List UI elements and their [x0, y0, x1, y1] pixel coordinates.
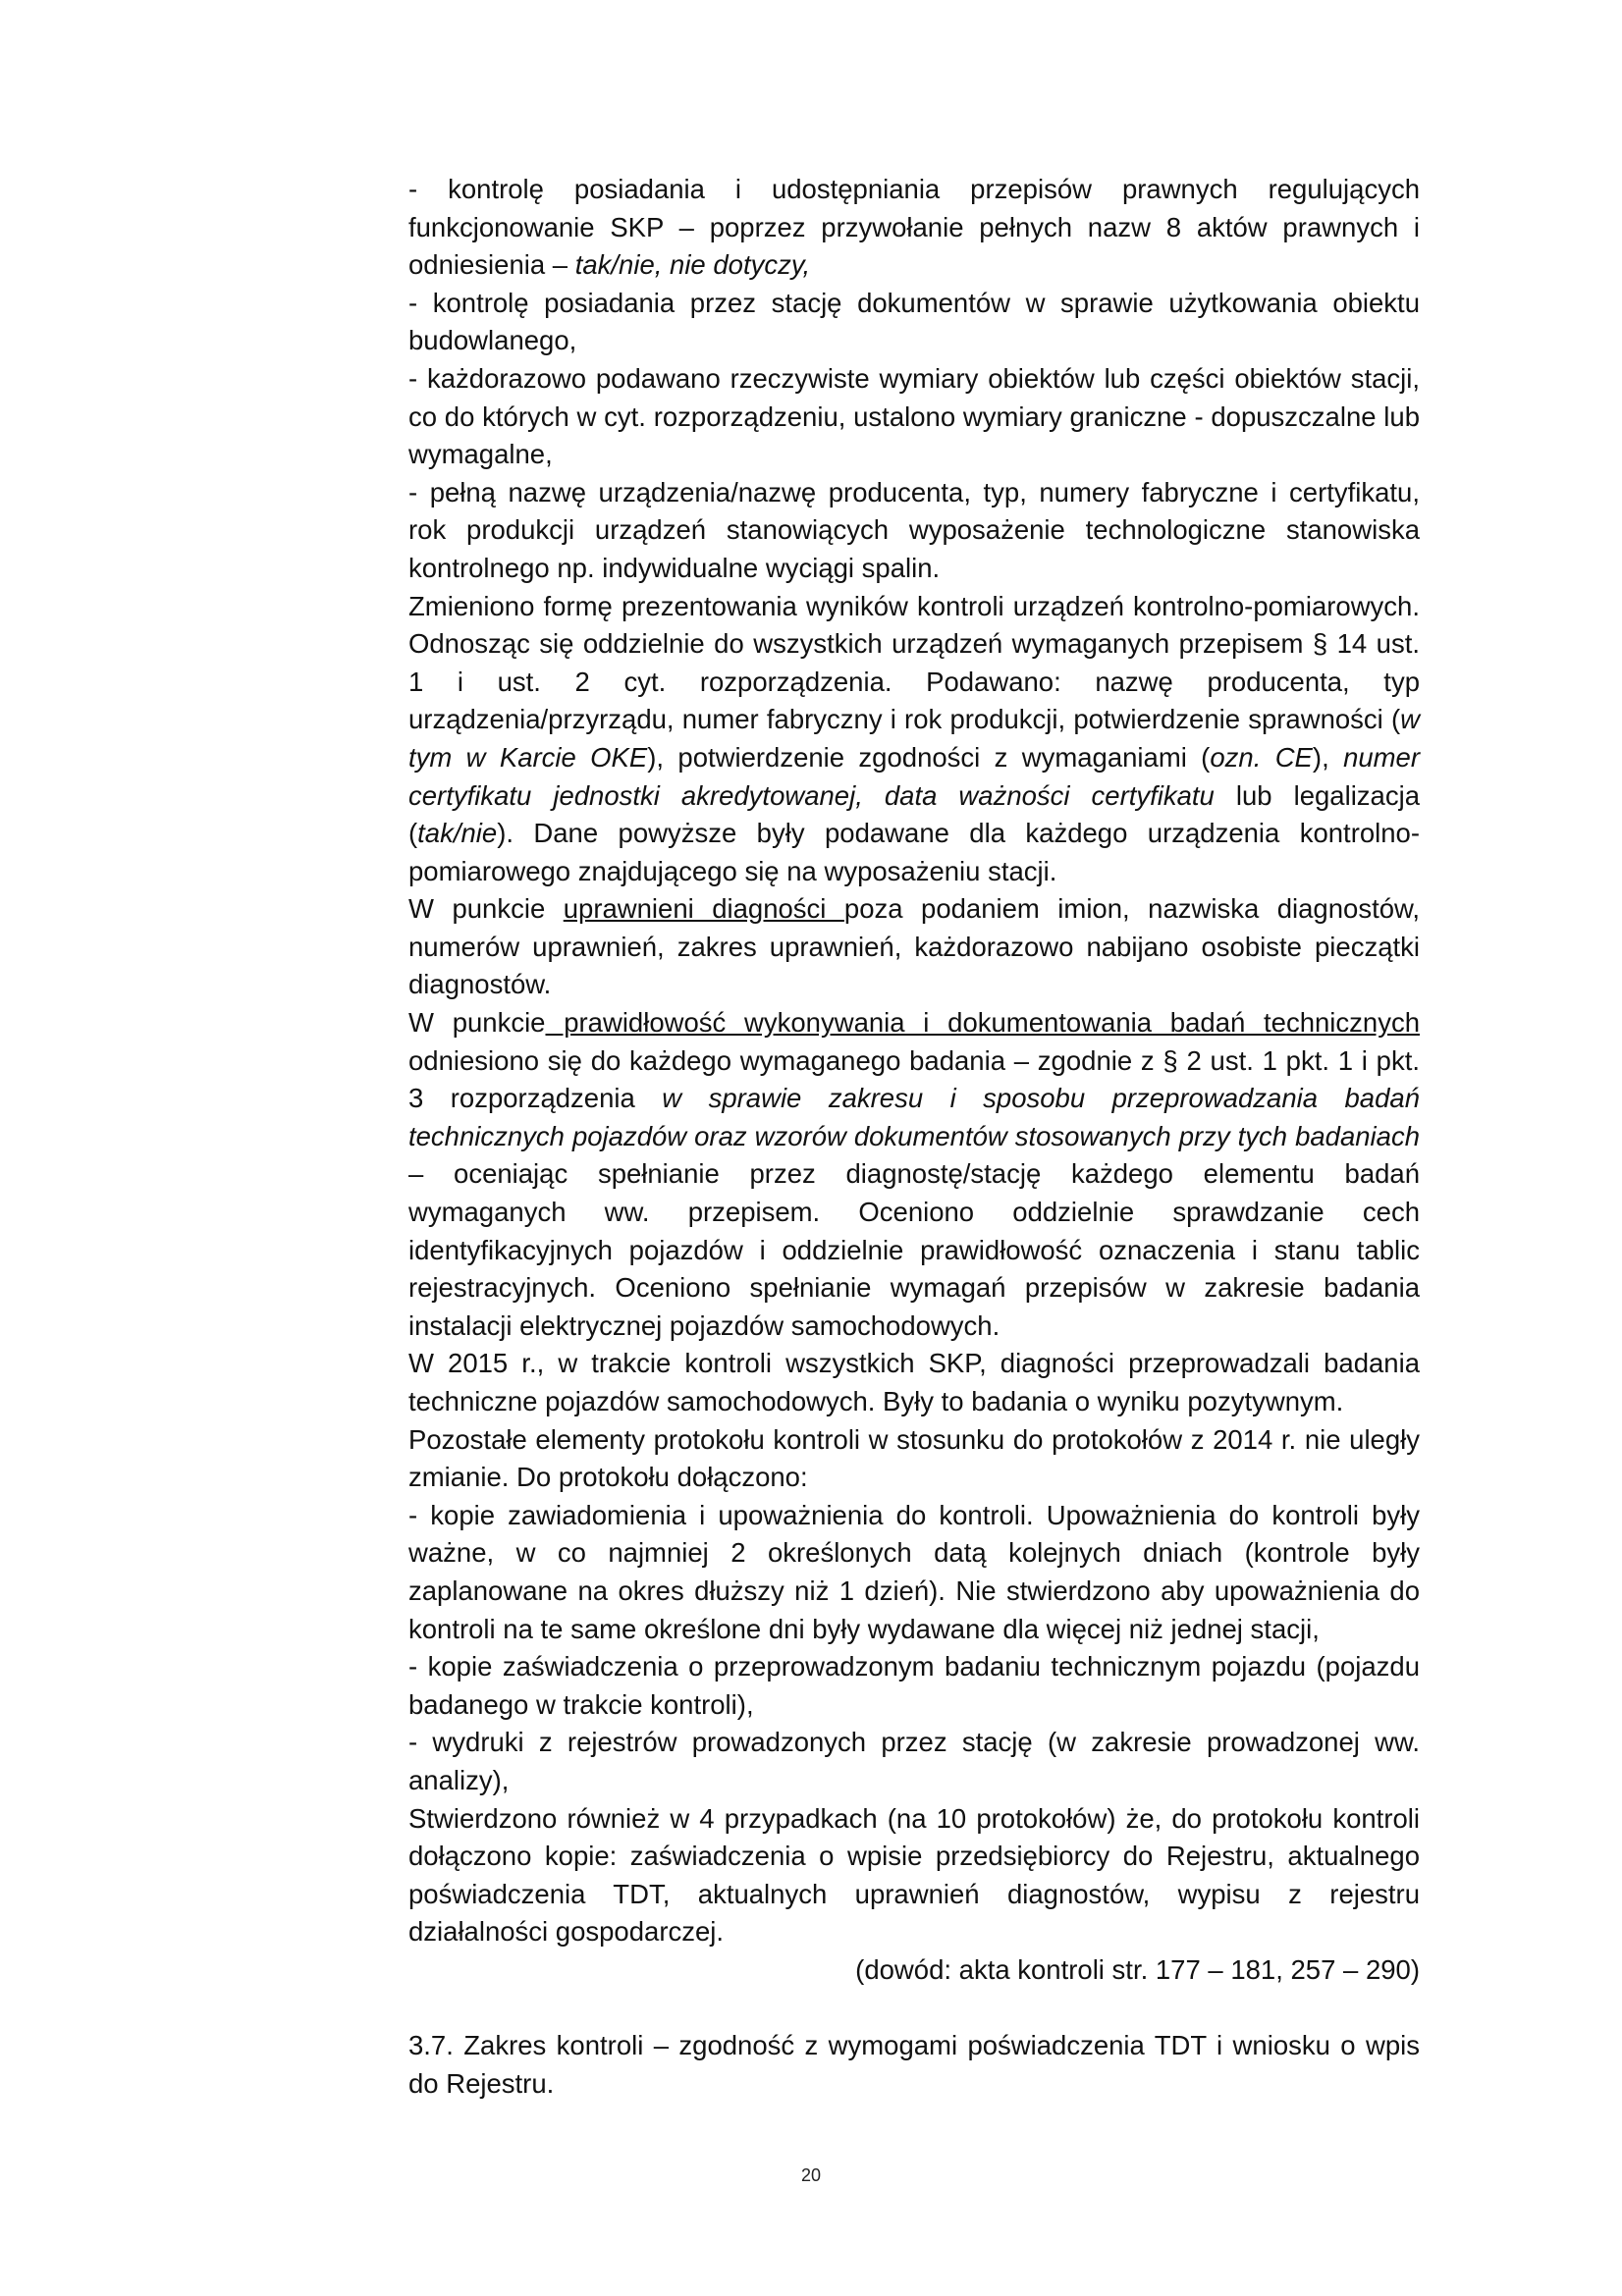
text-run: - kopie zawiadomienia i upoważnienia do kontroli. Upoważnienia do kontroli były ważne, w co najmniej 2 określonych datą kolejnych dniach (kontrole były zaplanowane na okres dłuższy niż 1 dzień). Nie stwierdzono aby upoważnienia do kontroli na te same określone dni były wydawane dla więcej niż jednej stacji, [408, 1499, 1420, 1644]
text-run: Stwierdzono również w 4 przypadkach (na 10 protokołów) że, do protokołu kontroli dołączono kopie: zaświadczenia o wpisie przedsiębiorcy do Rejestru, aktualnego poświadczenia TDT, aktualnych uprawnień diagnostów, wypisu z rejestru działalności gospodarczej. [408, 1802, 1420, 1948]
italic-text: ozn. CE [1210, 741, 1313, 773]
paragraph [408, 1497, 1420, 1648]
paragraph-list [408, 171, 1420, 1951]
paragraph [408, 360, 1420, 474]
paragraph [408, 1004, 1420, 1345]
underlined-text: uprawnieni diagności [563, 893, 844, 925]
text-run: - kopie zaświadczenia o przeprowadzonym badaniu technicznym pojazdu (pojazdu badanego w trakcie kontroli), [408, 1651, 1420, 1720]
italic-text: tak/nie, nie dotyczy, [574, 249, 811, 281]
paragraph [408, 171, 1420, 285]
text-run: ), [1312, 741, 1344, 773]
paragraph [408, 1800, 1420, 1951]
page-number: 20 [800, 2165, 822, 2185]
text-run: – oceniając spełnianie przez diagnostę/stację każdego elementu badań wymaganych ww. przepisem. Oceniono oddzielnie sprawdzanie cech identyfikacyjnych pojazdów i oddzielnie prawidłowość oznaczenia i stanu tablic rejestracyjnych. Oceniono spełnianie wymagań przepisów w zakresie badania instalacji elektrycznej pojazdów samochodowych. [408, 1158, 1420, 1341]
text-run: W punkcie [408, 893, 564, 925]
text-run: - wydruki z rejestrów prowadzonych przez stację (w zakresie prowadzonej ww. analizy), [408, 1727, 1420, 1795]
text-run: Pozostałe elementy protokołu kontroli w stosunku do protokołów z 2014 r. nie uległy zmianie. Do protokołu dołączono: [408, 1423, 1420, 1493]
text-run: - kontrolę posiadania przez stację dokumentów w sprawie użytkowania obiektu budowlanego, [408, 287, 1420, 356]
section-heading: 3.7. Zakres kontroli – zgodność z wymogami poświadczenia TDT i wniosku o wpis do Rejestru. [408, 2030, 1420, 2099]
text-run: ), potwierdzenie zgodności z wymaganiami ( [647, 741, 1211, 773]
page-body [408, 171, 1420, 2103]
paragraph [408, 1648, 1420, 1724]
paragraph [408, 474, 1420, 588]
underlined-text: prawidłowość wykonywania i dokumentowania badań technicznych [545, 1007, 1420, 1039]
text-run: W punkcie [408, 1007, 546, 1039]
text-run: W 2015 r., w trakcie kontroli wszystkich SKP, diagności przeprowadzali badania techniczne pojazdów samochodowych. Były to badania o wyniku pozytywnym. [408, 1348, 1420, 1416]
paragraph [408, 1724, 1420, 1799]
text-run: odniesiono się do każdego wymaganego badania – zgodnie z § 2 ust. 1 pkt. 1 i pkt. 3 rozporządzenia [408, 1044, 1420, 1114]
text-run: Zmieniono formę prezentowania wyników kontroli urządzeń kontrolno-pomiarowych. Odnosząc się oddzielnie do wszystkich urządzeń wymaganych przepisem § 14 ust. 1 i ust. 2 cyt. rozporządzenia. Podawano: nazwę producenta, typ urządzenia/przyrządu, numer fabryczny i rok produkcji, potwierdzenie sprawności ( [408, 590, 1420, 735]
evidence-reference: (dowód: akta kontroli str. 177 – 181, 257 – 290) [855, 1953, 1420, 1985]
text-run: ). Dane powyższe były podawane dla każdego urządzenia kontrolno-pomiarowego znajdującego się na wyposażeniu stacji. [408, 818, 1420, 886]
paragraph [408, 588, 1420, 891]
text-run: - pełną nazwę urządzenia/nazwę producenta, typ, numery fabryczne i certyfikatu, rok produkcji urządzeń stanowiących wyposażenie technologiczne stanowiska kontrolnego np. indywidualne wyciągi spalin. [408, 476, 1420, 583]
italic-text: w tym w Karcie OKE [408, 704, 1420, 773]
paragraph [408, 1345, 1420, 1420]
spacer [408, 1990, 1420, 2028]
paragraph [408, 285, 1420, 360]
paragraph [408, 890, 1420, 1004]
text-run: - kontrolę posiadania i udostępniania przepisów prawnych regulujących funkcjonowanie SKP – poprzez przywołanie pełnych nazw 8 aktów prawnych i odniesienia – [408, 174, 1420, 281]
text-run: - każdorazowo podawano rzeczywiste wymiary obiektów lub części obiektów stacji, co do których w cyt. rozporządzeniu, ustalono wymiary graniczne - dopuszczalne lub wymagalne, [408, 362, 1420, 470]
text-run: lub legalizacja ( [408, 779, 1420, 849]
italic-text: numer certyfikatu jednostki akredytowanej, data ważności certyfikatu [408, 741, 1421, 811]
italic-text: tak/nie [417, 818, 498, 849]
paragraph [408, 1421, 1420, 1497]
italic-text: w sprawie zakresu i sposobu przeprowadzania badań technicznych pojazdów oraz wzorów dokumentów stosowanych przy tych badaniach [408, 1083, 1420, 1151]
text-run: poza podaniem imion, nazwiska diagnostów, numerów uprawnień, zakres uprawnień, każdorazowo nabijano osobiste pieczątki diagnostów. [408, 893, 1420, 1000]
